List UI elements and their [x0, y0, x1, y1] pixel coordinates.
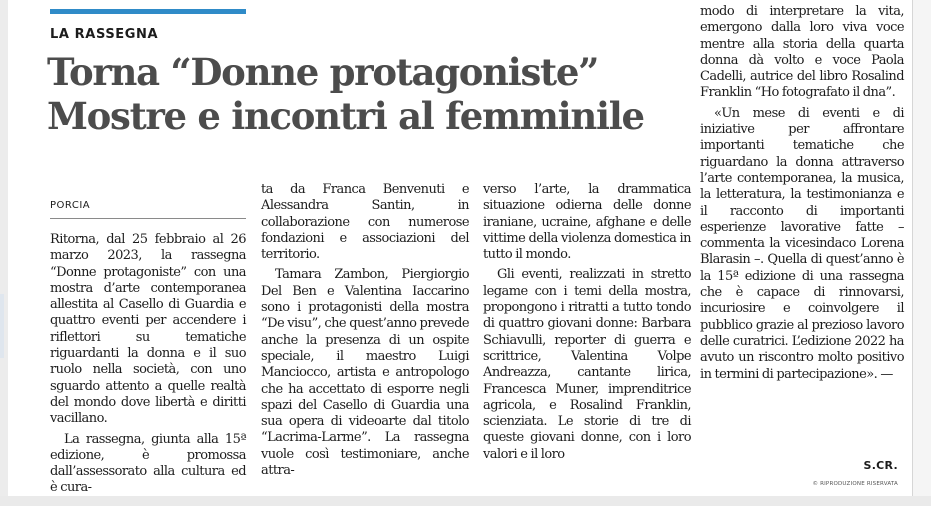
article-column-3 — [483, 182, 691, 463]
paragraph: verso l’arte, la drammatica situazione odierna delle donne iraniane, ucraine, afghane e delle vittime della violenza domestica in tutto il mondo. — [483, 182, 691, 263]
page-left-margin — [0, 0, 8, 506]
article-column-2 — [261, 182, 469, 479]
author-byline: S.CR. — [863, 459, 898, 472]
paragraph: ta da Franca Benvenuti e Alessandra Santin, in collaborazione con numerose fondazioni e associazioni del territorio. — [261, 182, 469, 263]
paragraph: Gli eventi, realizzati in stretto legame con i temi della mostra, propongono i ritratti a tutto tondo di quattro giovani donne: Barbara Schiavulli, reporter di guerra e scrittrice, Valentina Volpe Andreazza, cantante lirica, Francesca Muner, imprenditrice agricola, e Rosalind Franklin, scienziata. Le storie di tre di queste giovani donne, con i loro valori e il loro — [483, 267, 691, 462]
article-column-1 — [50, 232, 246, 497]
page-bottom-margin — [0, 496, 931, 506]
section-accent-bar — [50, 9, 246, 14]
article-column-4 — [700, 4, 904, 383]
paragraph: Ritorna, dal 25 febbraio al 26 marzo 2023, la rassegna “Donne protagoniste” con una mostra d’arte contemporanea allestita al Casello di Guardia e quattro eventi per accendere i riflettori su tematiche riguardanti la donna e il suo ruolo nella società, con uno sguardo attento a quelle realtà del mondo dove libertà e diritti vacillano. — [50, 232, 246, 427]
paragraph: Tamara Zambon, Piergiorgio Del Ben e Valentina Iaccarino sono i protagonisti della mostra “De visu”, che quest’anno prevede anche la presenza di un ospite speciale, il maestro Luigi Manciocco, artista e antropologo che ha accettato di esporre negli spazi del Casello di Guardia una sua opera di videoarte dal titolo “Lacrima-Larme”. La rassegna vuole così testimoniare, anche attra- — [261, 267, 469, 479]
page-right-margin — [912, 0, 931, 506]
paragraph: «Un mese di eventi e di iniziative per affrontare importanti tematiche che riguardano la donna attraverso l’arte contemporanea, la musica, la letteratura, la testimonianza e il racconto di importanti esperienze lavorative fatte – commenta la vicesindaco Lorena Blarasin –. Quella di quest’anno è la 15ª edizione di una rassegna che è capace di rinnovarsi, incuriosire e coinvolgere il pubblico grazie al prezioso lavoro delle curatrici. L’edizione 2022 ha avuto un riscontro molto positivo in termini di partecipazione». — — [700, 105, 904, 382]
paragraph: La rassegna, giunta alla 15ª edizione, è promossa dall’assessorato alla cultura ed è cura- — [50, 431, 246, 496]
page-left-marker — [0, 294, 4, 358]
headline — [47, 50, 687, 138]
paragraph: modo di interpretare la vita, emergono dalla loro viva voce mentre alla storia della quarta donna dà volto e voce Paola Cadelli, autrice del libro Rosalind Franklin “Ho fotografato il dna”. — [700, 4, 904, 101]
section-kicker: LA RASSEGNA — [50, 27, 159, 42]
dateline: PORCIA — [50, 200, 91, 211]
dateline-rule — [50, 218, 246, 219]
copyright-notice: © RIPRODUZIONE RISERVATA — [812, 481, 898, 487]
headline-line-1: Torna “Donne protagoniste” — [47, 50, 599, 94]
headline-line-2: Mostre e incontri al femminile — [47, 94, 644, 138]
